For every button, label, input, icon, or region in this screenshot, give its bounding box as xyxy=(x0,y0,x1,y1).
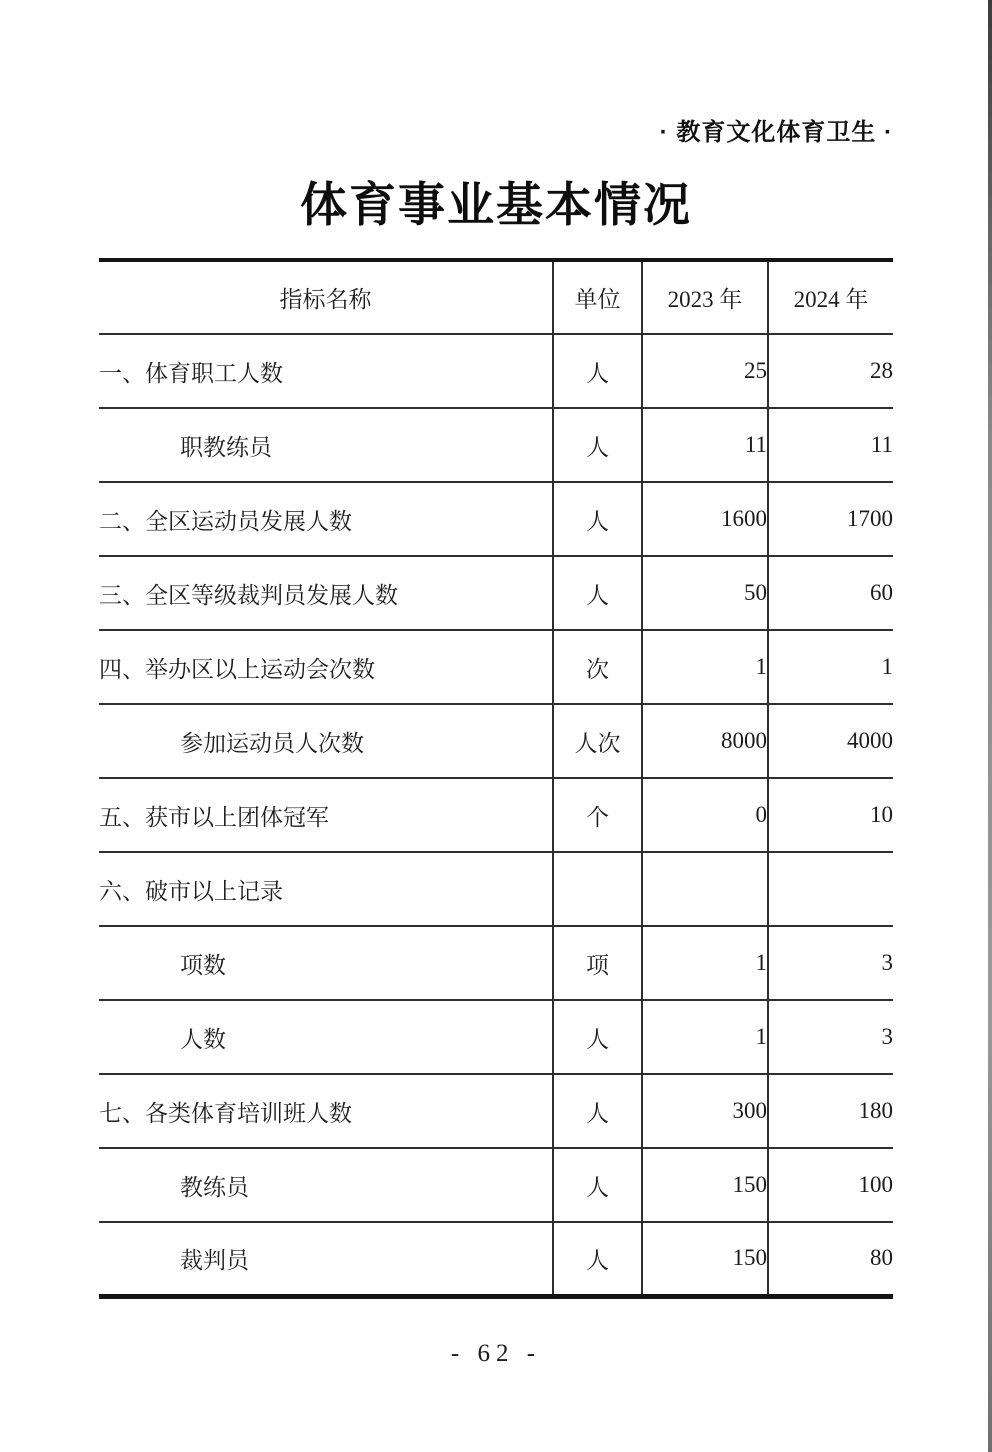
cell-2024: 80 xyxy=(768,1222,893,1296)
table-row xyxy=(99,556,893,630)
page-title: 体育事业基本情况 xyxy=(300,180,692,232)
table-row xyxy=(99,778,893,852)
cell-unit xyxy=(553,852,642,926)
table-row xyxy=(99,1074,893,1148)
cell-unit: 人 xyxy=(553,482,642,556)
cell-2024: 1 xyxy=(768,630,893,704)
row-label: 职教练员 xyxy=(99,408,553,482)
cell-2024: 100 xyxy=(768,1148,893,1222)
cell-unit: 人 xyxy=(553,408,642,482)
cell-2023: 1 xyxy=(642,630,768,704)
cell-2024: 28 xyxy=(768,334,893,408)
row-label: 项数 xyxy=(99,926,553,1000)
table-header-row xyxy=(99,260,893,334)
cell-2023: 150 xyxy=(642,1222,768,1296)
statistics-table xyxy=(99,258,893,1299)
section-label: · 教育文化体育卫生 · xyxy=(659,119,893,146)
cell-2023: 8000 xyxy=(642,704,768,778)
column-header-unit: 单位 xyxy=(553,260,642,334)
cell-2024: 10 xyxy=(768,778,893,852)
cell-2024: 4000 xyxy=(768,704,893,778)
row-label: 四、举办区以上运动会次数 xyxy=(99,630,553,704)
cell-2024: 60 xyxy=(768,556,893,630)
table-row xyxy=(99,630,893,704)
cell-unit: 项 xyxy=(553,926,642,1000)
row-label: 六、破市以上记录 xyxy=(99,852,553,926)
row-label: 裁判员 xyxy=(180,1247,249,1273)
cell-2023: 1 xyxy=(642,926,768,1000)
column-header-2023: 2023 年 xyxy=(642,260,768,334)
table-row xyxy=(99,334,893,408)
cell-2023: 0 xyxy=(642,778,768,852)
table-row xyxy=(99,704,893,778)
cell-unit: 个 xyxy=(553,778,642,852)
table-row xyxy=(99,408,893,482)
table-row xyxy=(99,1222,893,1296)
table-row xyxy=(99,1000,893,1074)
row-label: 七、各类体育培训班人数 xyxy=(99,1074,553,1148)
table-row xyxy=(99,926,893,1000)
cell-unit: 人 xyxy=(553,1074,642,1148)
row-label: 三、全区等级裁判员发展人数 xyxy=(99,556,553,630)
cell-unit: 人次 xyxy=(553,704,642,778)
cell-2023: 25 xyxy=(642,334,768,408)
cell-unit: 次 xyxy=(553,630,642,704)
cell-unit: 人 xyxy=(553,1222,642,1296)
column-header-indicator: 指标名称 xyxy=(99,260,553,334)
row-label: 教练员 xyxy=(99,1148,553,1222)
row-label: 五、获市以上团体冠军 xyxy=(99,778,553,852)
page-number: - 62 - xyxy=(450,1340,542,1367)
cell-2024: 180 xyxy=(768,1074,893,1148)
table-row xyxy=(99,1148,893,1222)
table-row xyxy=(99,852,893,926)
cell-unit: 人 xyxy=(553,1000,642,1074)
cell-unit: 人 xyxy=(553,556,642,630)
cell-2024: 3 xyxy=(768,1000,893,1074)
cell-2023: 300 xyxy=(642,1074,768,1148)
cell-2024: 3 xyxy=(768,926,893,1000)
row-label: 一、体育职工人数 xyxy=(99,334,553,408)
row-label: 参加运动员人次数 xyxy=(99,704,553,778)
cell-2023 xyxy=(642,852,768,926)
row-label: 二、全区运动员发展人数 xyxy=(99,482,553,556)
column-header-2024: 2024 年 xyxy=(768,260,893,334)
cell-2023: 11 xyxy=(642,408,768,482)
cell-unit: 人 xyxy=(553,334,642,408)
cell-2024: 1700 xyxy=(768,482,893,556)
cell-2023: 150 xyxy=(642,1148,768,1222)
table-row xyxy=(99,482,893,556)
cell-2023: 1 xyxy=(642,1000,768,1074)
cell-2023: 50 xyxy=(642,556,768,630)
cell-unit: 人 xyxy=(553,1148,642,1222)
cell-2023: 1600 xyxy=(642,482,768,556)
row-label: 人数 xyxy=(99,1000,553,1074)
cell-2024 xyxy=(768,852,893,926)
cell-2024: 11 xyxy=(768,408,893,482)
